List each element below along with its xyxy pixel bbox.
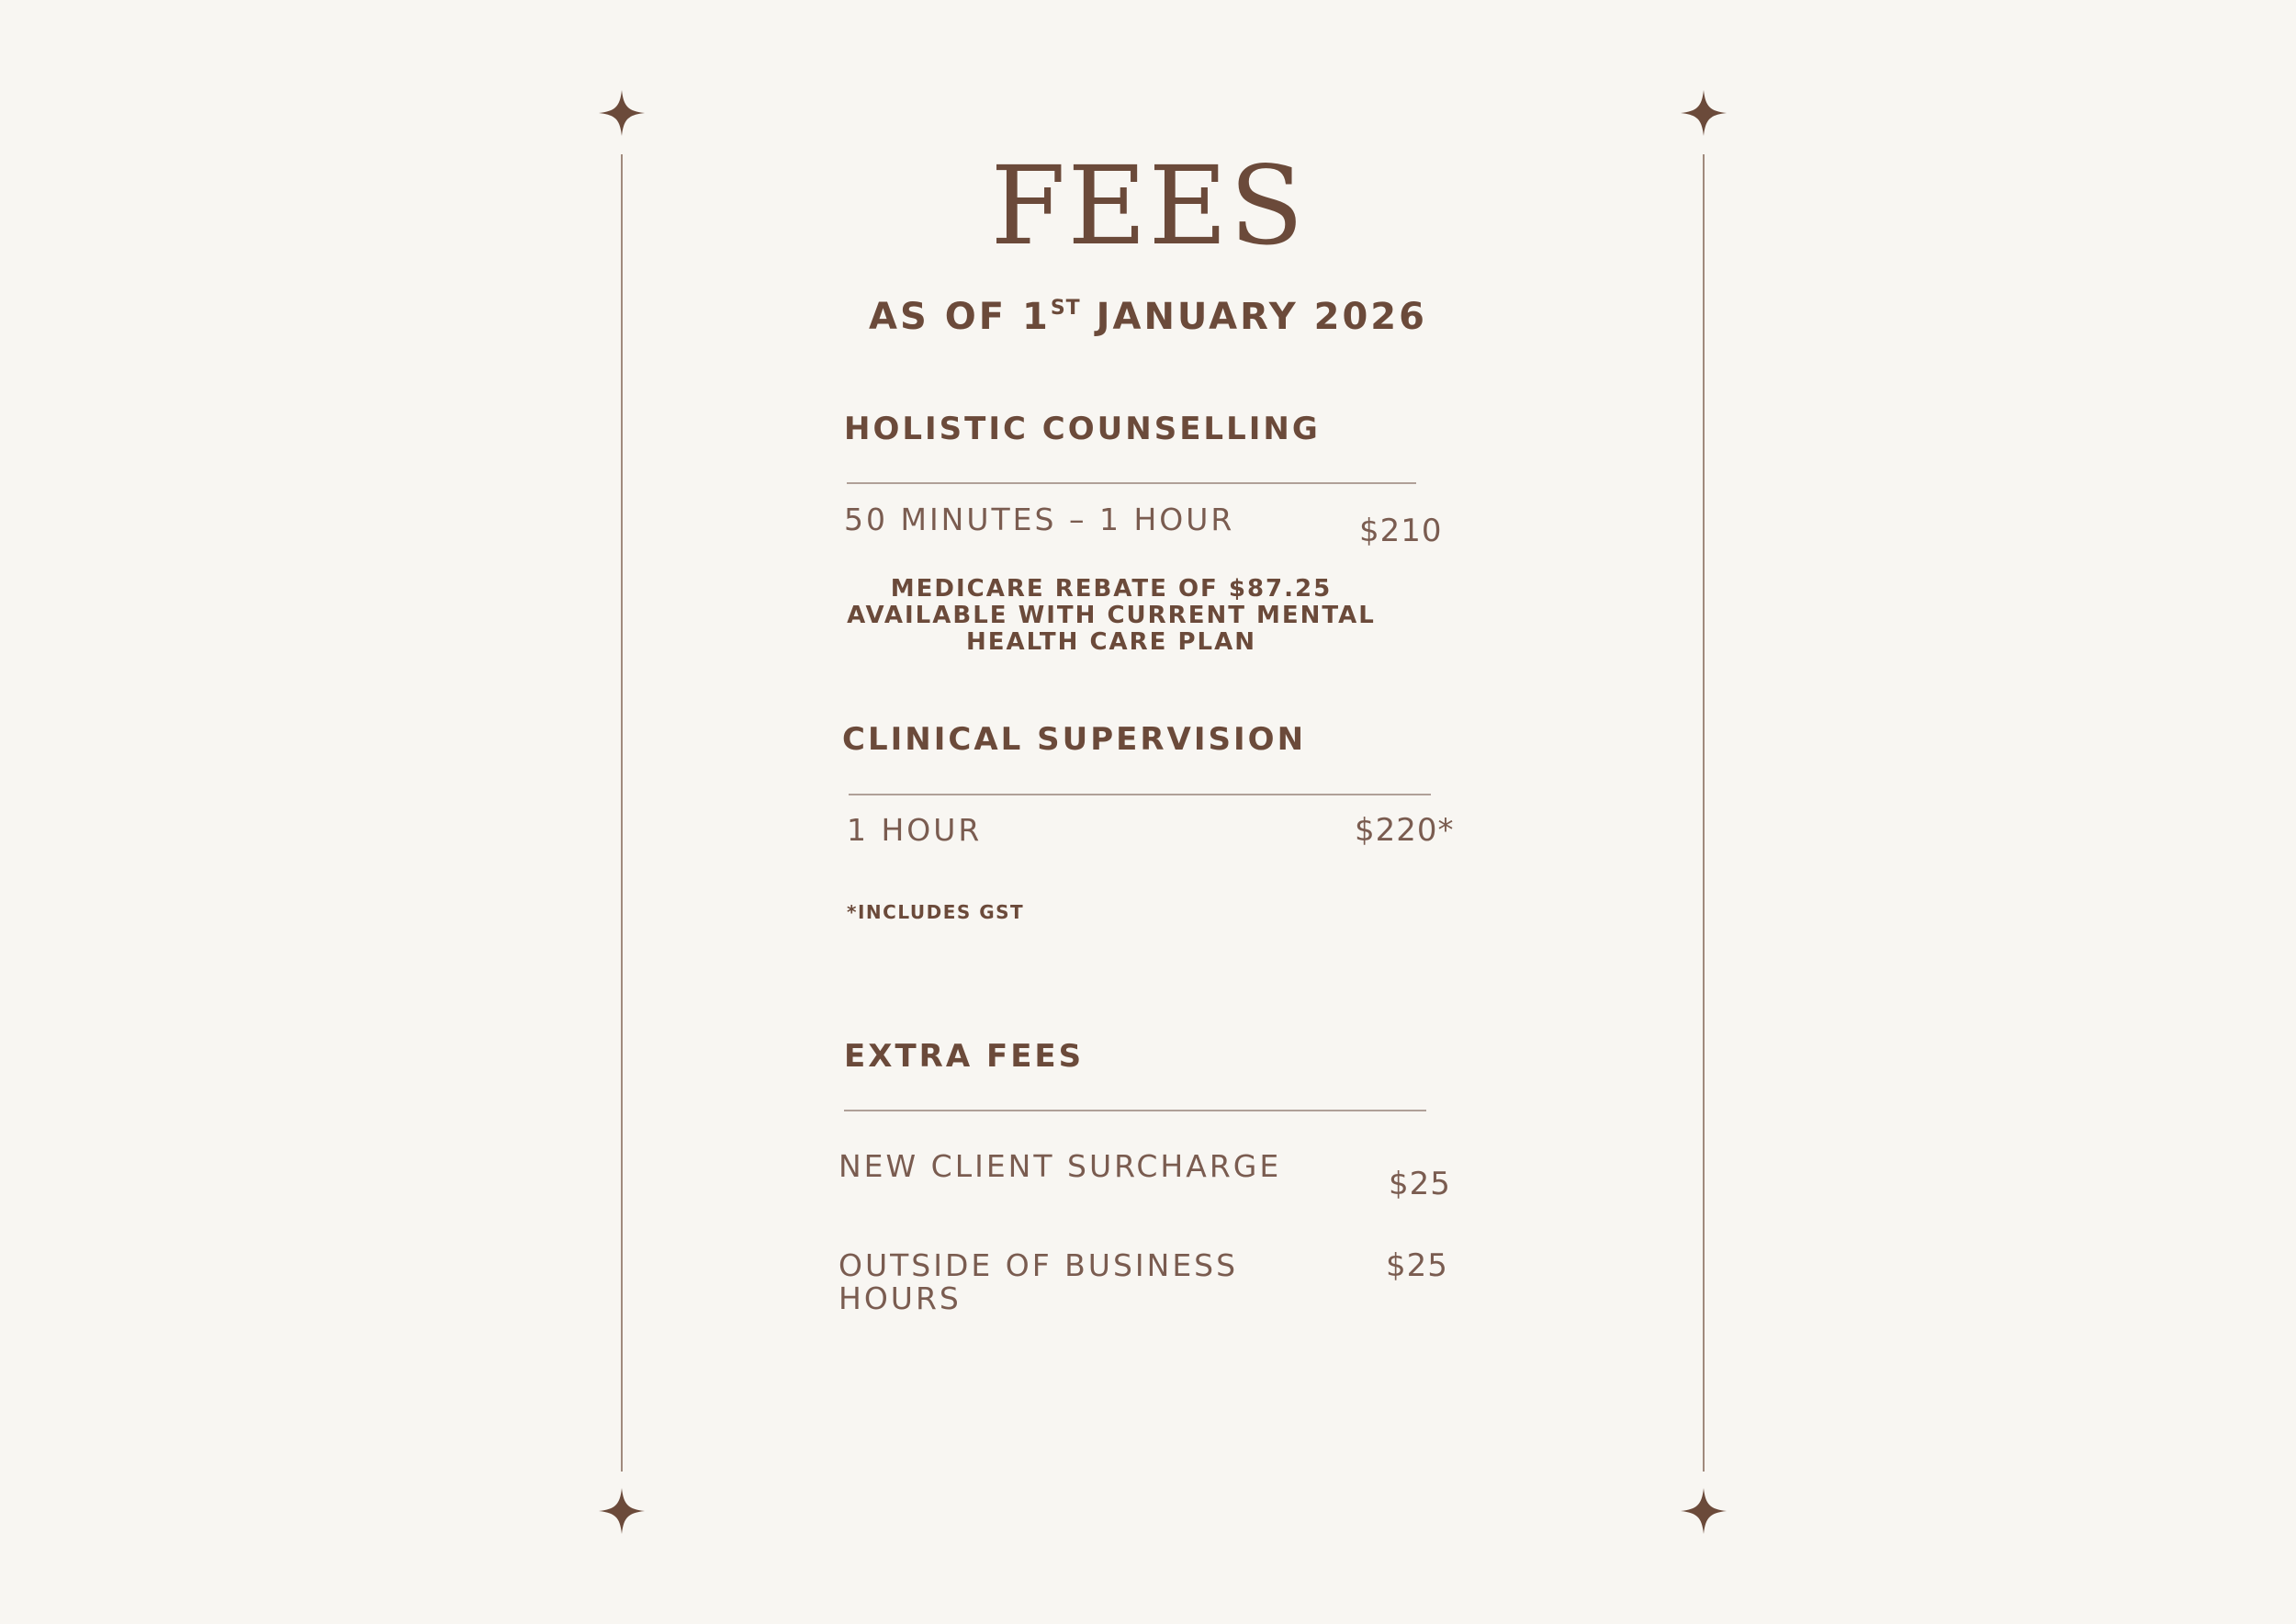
sparkle-star-icon (599, 90, 645, 136)
fee-item-label: 50 MINUTES – 1 HOUR (844, 502, 1235, 537)
fee-item-price: $25 (1386, 1247, 1448, 1284)
page-title: FEES (990, 142, 1306, 269)
effective-date-ordinal: ST (1050, 297, 1081, 320)
effective-date-suffix: JANUARY 2026 (1080, 296, 1427, 338)
fee-item-price: $220* (1355, 812, 1455, 849)
section-heading-extra-fees: EXTRA FEES (844, 1038, 1085, 1075)
fee-item-price: $25 (1389, 1166, 1451, 1202)
effective-date (0, 296, 2296, 338)
fee-item-price: $210 (1359, 513, 1443, 549)
sparkle-star-icon (1681, 1488, 1727, 1534)
section-divider (847, 482, 1416, 484)
fee-item-label: OUTSIDE OF BUSINESS HOURS (838, 1247, 1239, 1316)
fee-item-label: 1 HOUR (847, 812, 983, 848)
section-divider (849, 794, 1431, 795)
effective-date-prefix: AS OF 1 (869, 296, 1051, 338)
section-divider (844, 1110, 1426, 1111)
section-heading-clinical-supervision: CLINICAL SUPERVISION (842, 721, 1307, 758)
medicare-rebate-note: MEDICARE REBATE OF $87.25 AVAILABLE WITH CURRENT MENTAL HEALTH CARE PLAN (847, 575, 1376, 656)
fee-item-label: NEW CLIENT SURCHARGE (838, 1148, 1282, 1184)
sparkle-star-icon (1681, 90, 1727, 136)
sparkle-star-icon (599, 1488, 645, 1534)
gst-footnote: *INCLUDES GST (847, 901, 1025, 923)
frame-line-left (621, 154, 623, 1472)
frame-line-right (1703, 154, 1705, 1472)
section-heading-holistic-counselling: HOLISTIC COUNSELLING (844, 411, 1321, 447)
